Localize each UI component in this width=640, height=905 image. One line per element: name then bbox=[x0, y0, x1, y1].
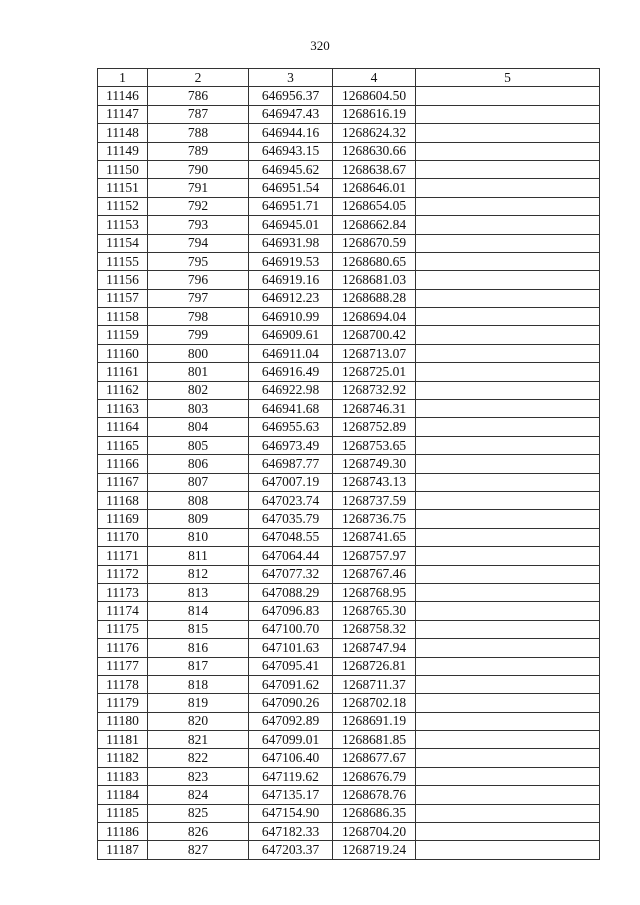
header-col-5: 5 bbox=[416, 69, 600, 87]
coordinates-table bbox=[97, 68, 600, 860]
table-cell-col-1: 11167 bbox=[98, 473, 148, 491]
table-cell-col-2: 824 bbox=[148, 786, 249, 804]
table-row bbox=[98, 289, 600, 307]
table-cell-col-5 bbox=[416, 583, 600, 601]
table-row bbox=[98, 363, 600, 381]
table-cell-col-4: 1268758.32 bbox=[333, 620, 416, 638]
table-cell-col-4: 1268726.81 bbox=[333, 657, 416, 675]
table-row bbox=[98, 620, 600, 638]
table-cell-col-5 bbox=[416, 639, 600, 657]
table-cell-col-2: 813 bbox=[148, 583, 249, 601]
header-col-3: 3 bbox=[249, 69, 333, 87]
table-cell-col-5 bbox=[416, 124, 600, 142]
table-cell-col-5 bbox=[416, 823, 600, 841]
table-row bbox=[98, 786, 600, 804]
table-cell-col-3: 647077.32 bbox=[249, 565, 333, 583]
table-cell-col-2: 799 bbox=[148, 326, 249, 344]
table-cell-col-2: 819 bbox=[148, 694, 249, 712]
table-cell-col-3: 646956.37 bbox=[249, 87, 333, 105]
table-cell-col-4: 1268691.19 bbox=[333, 712, 416, 730]
table-cell-col-3: 647100.70 bbox=[249, 620, 333, 638]
table-cell-col-5 bbox=[416, 436, 600, 454]
table-cell-col-1: 11168 bbox=[98, 491, 148, 509]
table-cell-col-2: 812 bbox=[148, 565, 249, 583]
table-cell-col-3: 646911.04 bbox=[249, 344, 333, 362]
table-cell-col-1: 11187 bbox=[98, 841, 148, 859]
table-cell-col-2: 818 bbox=[148, 675, 249, 693]
table-cell-col-4: 1268757.97 bbox=[333, 547, 416, 565]
table-cell-col-1: 11177 bbox=[98, 657, 148, 675]
table-cell-col-4: 1268741.65 bbox=[333, 528, 416, 546]
table-cell-col-5 bbox=[416, 418, 600, 436]
table-cell-col-5 bbox=[416, 602, 600, 620]
table-cell-col-1: 11163 bbox=[98, 400, 148, 418]
table-cell-col-1: 11183 bbox=[98, 767, 148, 785]
table-cell-col-1: 11161 bbox=[98, 363, 148, 381]
table-cell-col-5 bbox=[416, 731, 600, 749]
table-cell-col-4: 1268676.79 bbox=[333, 767, 416, 785]
table-cell-col-4: 1268768.95 bbox=[333, 583, 416, 601]
table-cell-col-4: 1268753.65 bbox=[333, 436, 416, 454]
table-cell-col-4: 1268765.30 bbox=[333, 602, 416, 620]
table-row bbox=[98, 694, 600, 712]
table-cell-col-5 bbox=[416, 455, 600, 473]
table-cell-col-1: 11165 bbox=[98, 436, 148, 454]
table-cell-col-1: 11171 bbox=[98, 547, 148, 565]
table-cell-col-3: 647182.33 bbox=[249, 823, 333, 841]
table-cell-col-3: 646951.54 bbox=[249, 179, 333, 197]
table-cell-col-5 bbox=[416, 786, 600, 804]
table-cell-col-1: 11150 bbox=[98, 160, 148, 178]
table-row bbox=[98, 400, 600, 418]
table-cell-col-3: 647099.01 bbox=[249, 731, 333, 749]
table-cell-col-5 bbox=[416, 105, 600, 123]
table-row bbox=[98, 142, 600, 160]
table-cell-col-3: 647095.41 bbox=[249, 657, 333, 675]
table-cell-col-2: 790 bbox=[148, 160, 249, 178]
table-cell-col-4: 1268688.28 bbox=[333, 289, 416, 307]
header-col-2: 2 bbox=[148, 69, 249, 87]
table-row bbox=[98, 731, 600, 749]
table-cell-col-1: 11169 bbox=[98, 510, 148, 528]
table-cell-col-1: 11159 bbox=[98, 326, 148, 344]
table-body bbox=[98, 87, 600, 859]
table-cell-col-1: 11182 bbox=[98, 749, 148, 767]
table-cell-col-3: 646987.77 bbox=[249, 455, 333, 473]
header-col-1: 1 bbox=[98, 69, 148, 87]
table-cell-col-2: 792 bbox=[148, 197, 249, 215]
table-row bbox=[98, 105, 600, 123]
table-row bbox=[98, 216, 600, 234]
table-row bbox=[98, 252, 600, 270]
table-cell-col-4: 1268680.65 bbox=[333, 252, 416, 270]
table-cell-col-2: 804 bbox=[148, 418, 249, 436]
table-cell-col-1: 11178 bbox=[98, 675, 148, 693]
table-cell-col-5 bbox=[416, 510, 600, 528]
table-cell-col-3: 646973.49 bbox=[249, 436, 333, 454]
table-cell-col-5 bbox=[416, 308, 600, 326]
table-row bbox=[98, 418, 600, 436]
table-row bbox=[98, 179, 600, 197]
table-cell-col-3: 646916.49 bbox=[249, 363, 333, 381]
table-cell-col-2: 805 bbox=[148, 436, 249, 454]
table-row bbox=[98, 197, 600, 215]
table-cell-col-2: 808 bbox=[148, 491, 249, 509]
table-cell-col-1: 11175 bbox=[98, 620, 148, 638]
table-cell-col-5 bbox=[416, 491, 600, 509]
table-cell-col-1: 11154 bbox=[98, 234, 148, 252]
table-row bbox=[98, 749, 600, 767]
table-cell-col-2: 793 bbox=[148, 216, 249, 234]
table-cell-col-2: 815 bbox=[148, 620, 249, 638]
table-cell-col-1: 11157 bbox=[98, 289, 148, 307]
table-cell-col-3: 646931.98 bbox=[249, 234, 333, 252]
table-cell-col-5 bbox=[416, 694, 600, 712]
table-cell-col-5 bbox=[416, 271, 600, 289]
header-row bbox=[98, 69, 600, 87]
table-cell-col-2: 807 bbox=[148, 473, 249, 491]
table-row bbox=[98, 675, 600, 693]
table-row bbox=[98, 234, 600, 252]
table-cell-col-4: 1268681.85 bbox=[333, 731, 416, 749]
table-cell-col-3: 647023.74 bbox=[249, 491, 333, 509]
table-cell-col-1: 11158 bbox=[98, 308, 148, 326]
table-cell-col-5 bbox=[416, 289, 600, 307]
table-cell-col-2: 800 bbox=[148, 344, 249, 362]
table-cell-col-3: 646922.98 bbox=[249, 381, 333, 399]
table-row bbox=[98, 436, 600, 454]
table-row bbox=[98, 344, 600, 362]
table-cell-col-4: 1268725.01 bbox=[333, 363, 416, 381]
table-row bbox=[98, 657, 600, 675]
table-cell-col-3: 646912.23 bbox=[249, 289, 333, 307]
table-cell-col-1: 11180 bbox=[98, 712, 148, 730]
table-row bbox=[98, 491, 600, 509]
table-row bbox=[98, 547, 600, 565]
table-row bbox=[98, 712, 600, 730]
table-cell-col-3: 646951.71 bbox=[249, 197, 333, 215]
table-cell-col-4: 1268624.32 bbox=[333, 124, 416, 142]
table-cell-col-1: 11172 bbox=[98, 565, 148, 583]
table-cell-col-1: 11146 bbox=[98, 87, 148, 105]
table-cell-col-1: 11152 bbox=[98, 197, 148, 215]
table-row bbox=[98, 583, 600, 601]
table-cell-col-1: 11170 bbox=[98, 528, 148, 546]
table-cell-col-4: 1268743.13 bbox=[333, 473, 416, 491]
table-cell-col-2: 802 bbox=[148, 381, 249, 399]
table-cell-col-4: 1268713.07 bbox=[333, 344, 416, 362]
table-cell-col-5 bbox=[416, 252, 600, 270]
table-cell-col-5 bbox=[416, 234, 600, 252]
table-cell-col-4: 1268719.24 bbox=[333, 841, 416, 859]
table-cell-col-4: 1268737.59 bbox=[333, 491, 416, 509]
table-cell-col-4: 1268630.66 bbox=[333, 142, 416, 160]
table-cell-col-5 bbox=[416, 473, 600, 491]
table-cell-col-3: 647135.17 bbox=[249, 786, 333, 804]
table-cell-col-2: 817 bbox=[148, 657, 249, 675]
table-row bbox=[98, 160, 600, 178]
table-row bbox=[98, 841, 600, 859]
table-cell-col-4: 1268767.46 bbox=[333, 565, 416, 583]
table-cell-col-3: 647096.83 bbox=[249, 602, 333, 620]
table-cell-col-2: 827 bbox=[148, 841, 249, 859]
table-cell-col-5 bbox=[416, 179, 600, 197]
table-cell-col-4: 1268749.30 bbox=[333, 455, 416, 473]
table-row bbox=[98, 565, 600, 583]
table-cell-col-3: 646955.63 bbox=[249, 418, 333, 436]
table-cell-col-1: 11184 bbox=[98, 786, 148, 804]
table-cell-col-5 bbox=[416, 142, 600, 160]
table-cell-col-2: 791 bbox=[148, 179, 249, 197]
table-cell-col-4: 1268638.67 bbox=[333, 160, 416, 178]
table-cell-col-1: 11155 bbox=[98, 252, 148, 270]
table-cell-col-4: 1268681.03 bbox=[333, 271, 416, 289]
table-cell-col-3: 647048.55 bbox=[249, 528, 333, 546]
table-cell-col-2: 789 bbox=[148, 142, 249, 160]
table-cell-col-2: 816 bbox=[148, 639, 249, 657]
table-cell-col-4: 1268678.76 bbox=[333, 786, 416, 804]
table-cell-col-2: 797 bbox=[148, 289, 249, 307]
table-cell-col-4: 1268736.75 bbox=[333, 510, 416, 528]
table-cell-col-3: 647119.62 bbox=[249, 767, 333, 785]
table-cell-col-2: 821 bbox=[148, 731, 249, 749]
table-cell-col-3: 647092.89 bbox=[249, 712, 333, 730]
table-cell-col-3: 646947.43 bbox=[249, 105, 333, 123]
table-cell-col-1: 11166 bbox=[98, 455, 148, 473]
table-cell-col-3: 646943.15 bbox=[249, 142, 333, 160]
table-cell-col-5 bbox=[416, 712, 600, 730]
table-cell-col-4: 1268711.37 bbox=[333, 675, 416, 693]
table-row bbox=[98, 510, 600, 528]
table-cell-col-2: 806 bbox=[148, 455, 249, 473]
table-cell-col-5 bbox=[416, 87, 600, 105]
table-row bbox=[98, 602, 600, 620]
table-cell-col-1: 11181 bbox=[98, 731, 148, 749]
table-cell-col-3: 646941.68 bbox=[249, 400, 333, 418]
table-cell-col-3: 646919.53 bbox=[249, 252, 333, 270]
table-cell-col-4: 1268702.18 bbox=[333, 694, 416, 712]
table-cell-col-3: 647088.29 bbox=[249, 583, 333, 601]
table-cell-col-5 bbox=[416, 620, 600, 638]
table-cell-col-1: 11174 bbox=[98, 602, 148, 620]
table-cell-col-4: 1268752.89 bbox=[333, 418, 416, 436]
table-cell-col-4: 1268654.05 bbox=[333, 197, 416, 215]
table-cell-col-5 bbox=[416, 841, 600, 859]
table-cell-col-5 bbox=[416, 363, 600, 381]
table-cell-col-5 bbox=[416, 749, 600, 767]
table-cell-col-2: 811 bbox=[148, 547, 249, 565]
table-cell-col-2: 786 bbox=[148, 87, 249, 105]
table-row bbox=[98, 639, 600, 657]
table-cell-col-2: 822 bbox=[148, 749, 249, 767]
table-row bbox=[98, 823, 600, 841]
table-cell-col-4: 1268662.84 bbox=[333, 216, 416, 234]
table-cell-col-4: 1268700.42 bbox=[333, 326, 416, 344]
table-cell-col-4: 1268746.31 bbox=[333, 400, 416, 418]
table-cell-col-2: 798 bbox=[148, 308, 249, 326]
table-cell-col-4: 1268677.67 bbox=[333, 749, 416, 767]
table-cell-col-2: 814 bbox=[148, 602, 249, 620]
table-row bbox=[98, 804, 600, 822]
table-cell-col-1: 11160 bbox=[98, 344, 148, 362]
table-cell-col-5 bbox=[416, 216, 600, 234]
table-cell-col-3: 647101.63 bbox=[249, 639, 333, 657]
table-cell-col-4: 1268670.59 bbox=[333, 234, 416, 252]
table-cell-col-5 bbox=[416, 344, 600, 362]
table-cell-col-3: 647007.19 bbox=[249, 473, 333, 491]
table-cell-col-5 bbox=[416, 197, 600, 215]
table-row bbox=[98, 87, 600, 105]
table-row bbox=[98, 326, 600, 344]
table-cell-col-4: 1268616.19 bbox=[333, 105, 416, 123]
page-number: 320 bbox=[310, 38, 330, 53]
table-cell-col-5 bbox=[416, 767, 600, 785]
table-cell-col-5 bbox=[416, 326, 600, 344]
table-cell-col-1: 11186 bbox=[98, 823, 148, 841]
table-cell-col-3: 646945.01 bbox=[249, 216, 333, 234]
table-cell-col-2: 826 bbox=[148, 823, 249, 841]
header-col-4: 4 bbox=[333, 69, 416, 87]
table-cell-col-5 bbox=[416, 804, 600, 822]
table-cell-col-1: 11156 bbox=[98, 271, 148, 289]
table-cell-col-3: 647064.44 bbox=[249, 547, 333, 565]
table-cell-col-2: 788 bbox=[148, 124, 249, 142]
table-cell-col-1: 11176 bbox=[98, 639, 148, 657]
table-cell-col-2: 796 bbox=[148, 271, 249, 289]
table-cell-col-1: 11148 bbox=[98, 124, 148, 142]
table-row bbox=[98, 528, 600, 546]
table-cell-col-3: 646909.61 bbox=[249, 326, 333, 344]
table-cell-col-4: 1268694.04 bbox=[333, 308, 416, 326]
table-cell-col-3: 647090.26 bbox=[249, 694, 333, 712]
table-cell-col-2: 809 bbox=[148, 510, 249, 528]
table-cell-col-4: 1268747.94 bbox=[333, 639, 416, 657]
table-row bbox=[98, 767, 600, 785]
table-cell-col-1: 11173 bbox=[98, 583, 148, 601]
table-cell-col-1: 11153 bbox=[98, 216, 148, 234]
table-row bbox=[98, 473, 600, 491]
table-cell-col-4: 1268732.92 bbox=[333, 381, 416, 399]
table-row bbox=[98, 381, 600, 399]
table-cell-col-5 bbox=[416, 160, 600, 178]
table-cell-col-1: 11185 bbox=[98, 804, 148, 822]
table-cell-col-2: 801 bbox=[148, 363, 249, 381]
table-cell-col-4: 1268646.01 bbox=[333, 179, 416, 197]
table-cell-col-4: 1268686.35 bbox=[333, 804, 416, 822]
table-cell-col-3: 646944.16 bbox=[249, 124, 333, 142]
table-cell-col-4: 1268704.20 bbox=[333, 823, 416, 841]
table-cell-col-5 bbox=[416, 400, 600, 418]
table-cell-col-1: 11151 bbox=[98, 179, 148, 197]
table-header bbox=[98, 69, 600, 87]
table-cell-col-1: 11164 bbox=[98, 418, 148, 436]
table-cell-col-2: 795 bbox=[148, 252, 249, 270]
table-row bbox=[98, 124, 600, 142]
table-cell-col-5 bbox=[416, 565, 600, 583]
table-cell-col-2: 825 bbox=[148, 804, 249, 822]
table-cell-col-5 bbox=[416, 547, 600, 565]
table-cell-col-3: 647154.90 bbox=[249, 804, 333, 822]
table-cell-col-2: 820 bbox=[148, 712, 249, 730]
table-row bbox=[98, 455, 600, 473]
table-cell-col-5 bbox=[416, 528, 600, 546]
table-cell-col-3: 647203.37 bbox=[249, 841, 333, 859]
table-cell-col-4: 1268604.50 bbox=[333, 87, 416, 105]
table-cell-col-5 bbox=[416, 381, 600, 399]
table-cell-col-5 bbox=[416, 657, 600, 675]
table-cell-col-1: 11162 bbox=[98, 381, 148, 399]
table-cell-col-3: 646945.62 bbox=[249, 160, 333, 178]
table-cell-col-2: 803 bbox=[148, 400, 249, 418]
table-cell-col-2: 787 bbox=[148, 105, 249, 123]
table-cell-col-5 bbox=[416, 675, 600, 693]
table-cell-col-2: 823 bbox=[148, 767, 249, 785]
table-row bbox=[98, 308, 600, 326]
table-cell-col-3: 646910.99 bbox=[249, 308, 333, 326]
table-cell-col-1: 11149 bbox=[98, 142, 148, 160]
table-cell-col-1: 11179 bbox=[98, 694, 148, 712]
table-cell-col-3: 646919.16 bbox=[249, 271, 333, 289]
table-cell-col-3: 647091.62 bbox=[249, 675, 333, 693]
table-row bbox=[98, 271, 600, 289]
table-cell-col-2: 794 bbox=[148, 234, 249, 252]
table-cell-col-3: 647035.79 bbox=[249, 510, 333, 528]
table-cell-col-3: 647106.40 bbox=[249, 749, 333, 767]
table-cell-col-1: 11147 bbox=[98, 105, 148, 123]
table-cell-col-2: 810 bbox=[148, 528, 249, 546]
